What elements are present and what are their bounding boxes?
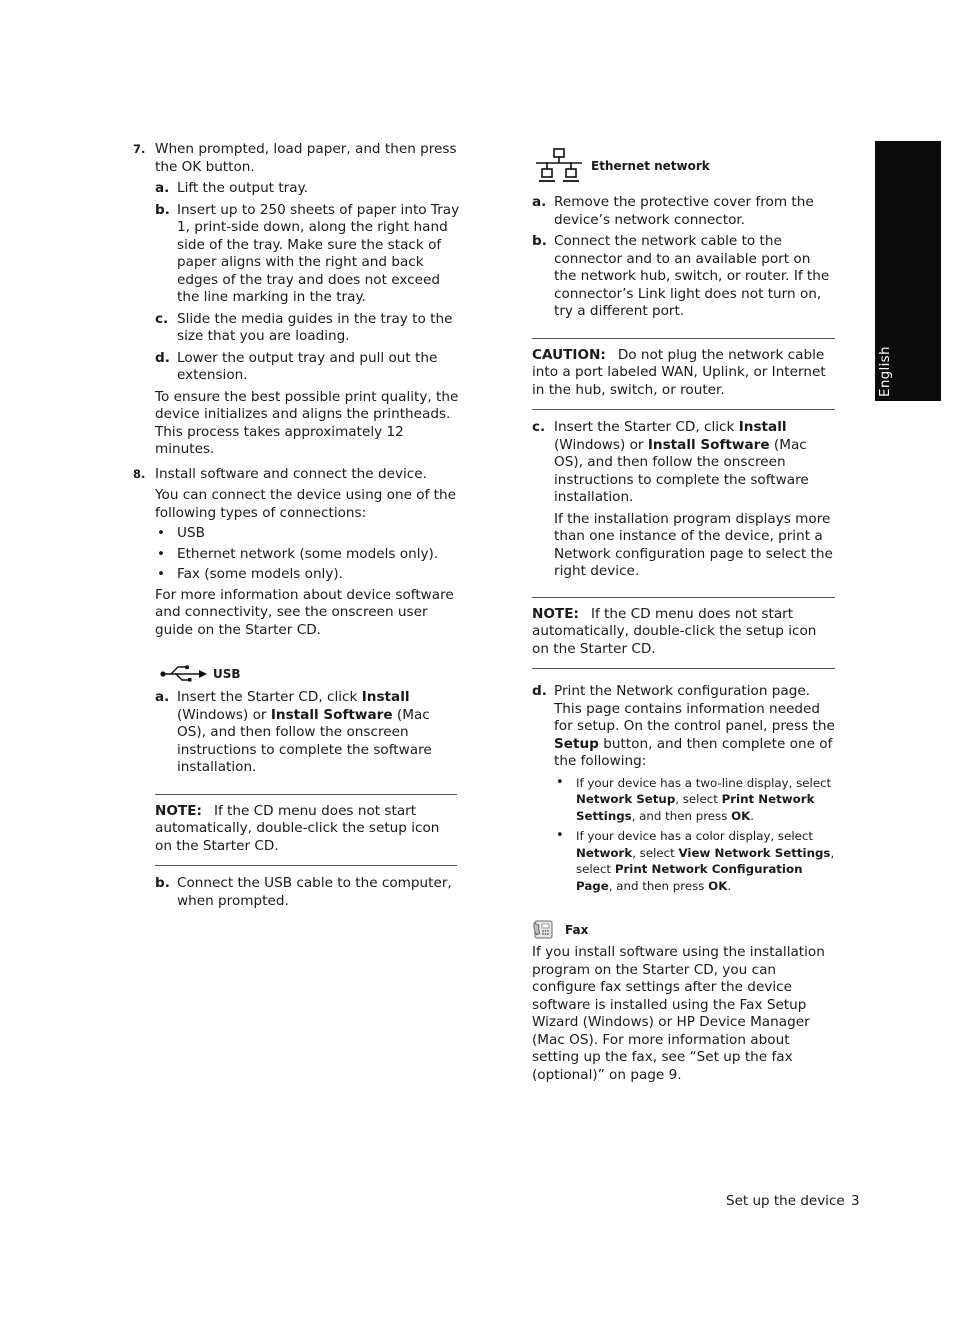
substep-b (155, 202, 463, 307)
substep-text: Insert up to 250 sheets of paper into Tray 1, print-side down, along the right hand side of the tray. Make sure the stack of paper aligns with the right and back edges of the tray and does not exceed the line marking in the tray. (177, 201, 460, 305)
connection-bullet: • Ethernet network (some models only). (155, 546, 463, 564)
substep-text: Lift the output tray. (177, 180, 309, 196)
substep-text: Connect the USB cable to the computer, when prompted. (177, 875, 452, 909)
substep-letter: c. (532, 419, 546, 435)
display-option-bullet: • If your device has a two-line display, select Network Setup, select Print Network Settings, and then press OK. (554, 775, 835, 825)
substep-text: Print the Network configuration page. (554, 683, 811, 699)
footer-page-number: 3 (851, 1193, 860, 1209)
substep-letter: b. (155, 201, 170, 218)
footer-section-title: Set up the device (726, 1193, 845, 1209)
substep-letter: a. (155, 180, 170, 196)
step-more-info: For more information about device software and connectivity, see the onscreen user guide on the Starter CD. (155, 586, 454, 638)
step-note: To ensure the best possible print quality, the device initializes and aligns the printheads. This process takes approximately 12 minutes. (155, 388, 459, 457)
substep-letter: d. (532, 683, 547, 699)
substep-text: Insert the Starter CD, click Install (Windows) or Install Software (Mac OS), and then follow the onscreen instructions to complete the software installation. (177, 689, 432, 775)
step-text: Install software and connect the device. (155, 465, 427, 482)
usb-icon (159, 665, 207, 689)
ethernet-note (532, 597, 835, 670)
ethernet-caution (532, 338, 835, 411)
substep-text: Insert the Starter CD, click Install (Windows) or Install Software (Mac OS), and then follow the onscreen instructions to complete the software installation. (554, 419, 809, 505)
usb-substep-b (155, 875, 463, 910)
step-7 (133, 141, 463, 459)
display-option-bullet: • If your device has a color display, select Network, select View Network Settings, select Print Network Configuration Page, and then press OK. (554, 828, 835, 894)
substep-d (155, 350, 463, 385)
step-number: 8. (133, 466, 146, 481)
substep-text-2: This page contains information needed for setup. On the control panel, press the Setup button, and then complete one of the following: (554, 700, 835, 769)
ethernet-substep-b (532, 233, 835, 321)
substep-letter: a. (532, 194, 547, 210)
ethernet-substep-a (532, 194, 835, 229)
step-intro: You can connect the device using one of the following types of connections: (155, 487, 456, 521)
note-text: If the CD menu does not start automatically, double-click the setup icon on the Starter CD. (155, 802, 440, 854)
ethernet-heading-text: Ethernet network (591, 159, 710, 173)
substep-text: Lower the output tray and pull out the extension. (177, 349, 438, 383)
substep-letter: b. (155, 875, 170, 891)
step-number: 7. (133, 142, 146, 156)
substep-extra: If the installation program displays more than one instance of the device, print a Network configuration page to select the right device. (554, 510, 833, 579)
substep-text: Connect the network cable to the connector and to an available port on the network hub, switch, or router. If the connector’s Link light does not turn on, try a different port. (554, 233, 830, 319)
connection-bullet: • Fax (some models only). (155, 566, 463, 584)
ethernet-network-icon (536, 148, 582, 190)
substep-text: Remove the protective cover from the device’s network connector. (554, 194, 814, 228)
connection-bullet: • USB (155, 525, 463, 543)
fax-icon (532, 918, 554, 946)
step-8 (133, 466, 463, 777)
substep-a (155, 180, 463, 198)
fax-heading (532, 918, 835, 944)
ethernet-substep-c (532, 419, 835, 581)
substep-text: Slide the media guides in the tray to the size that you are loading. (177, 310, 453, 344)
usb-heading-text: USB (213, 667, 241, 681)
step-text: When prompted, load paper, and then press the OK button. (155, 141, 457, 175)
language-side-tab-label: English (877, 346, 893, 397)
fax-text: If you install software using the installation program on the Starter CD, you can configure fax settings after the device software is installed using the Fax Setup Wizard (Windows) or HP Device Manager (Mac OS). For more information about setting up the fax, see “Set up the fax (optional)” on page 9. (532, 944, 825, 1083)
note-label: NOTE: (532, 605, 579, 622)
right-column (532, 148, 835, 1084)
note-label: NOTE: (155, 802, 202, 819)
ethernet-heading (532, 148, 835, 186)
ethernet-substep-d (532, 683, 835, 894)
note-text: If the CD menu does not start automatically, double-click the setup icon on the Starter CD. (532, 605, 817, 657)
fax-heading-text: Fax (565, 923, 589, 937)
substep-letter: d. (155, 349, 170, 366)
substep-letter: c. (155, 310, 169, 327)
caution-label: CAUTION: (532, 346, 606, 363)
left-column (133, 141, 463, 910)
usb-heading (155, 661, 463, 687)
usb-substep-a (155, 689, 463, 777)
usb-note (155, 794, 457, 867)
substep-letter: a. (155, 689, 170, 705)
substep-letter: b. (532, 233, 547, 249)
caution-text: Do not plug the network cable into a port labeled WAN, Uplink, or Internet in the hub, switch, or router. (532, 346, 826, 398)
substep-c (155, 311, 463, 346)
